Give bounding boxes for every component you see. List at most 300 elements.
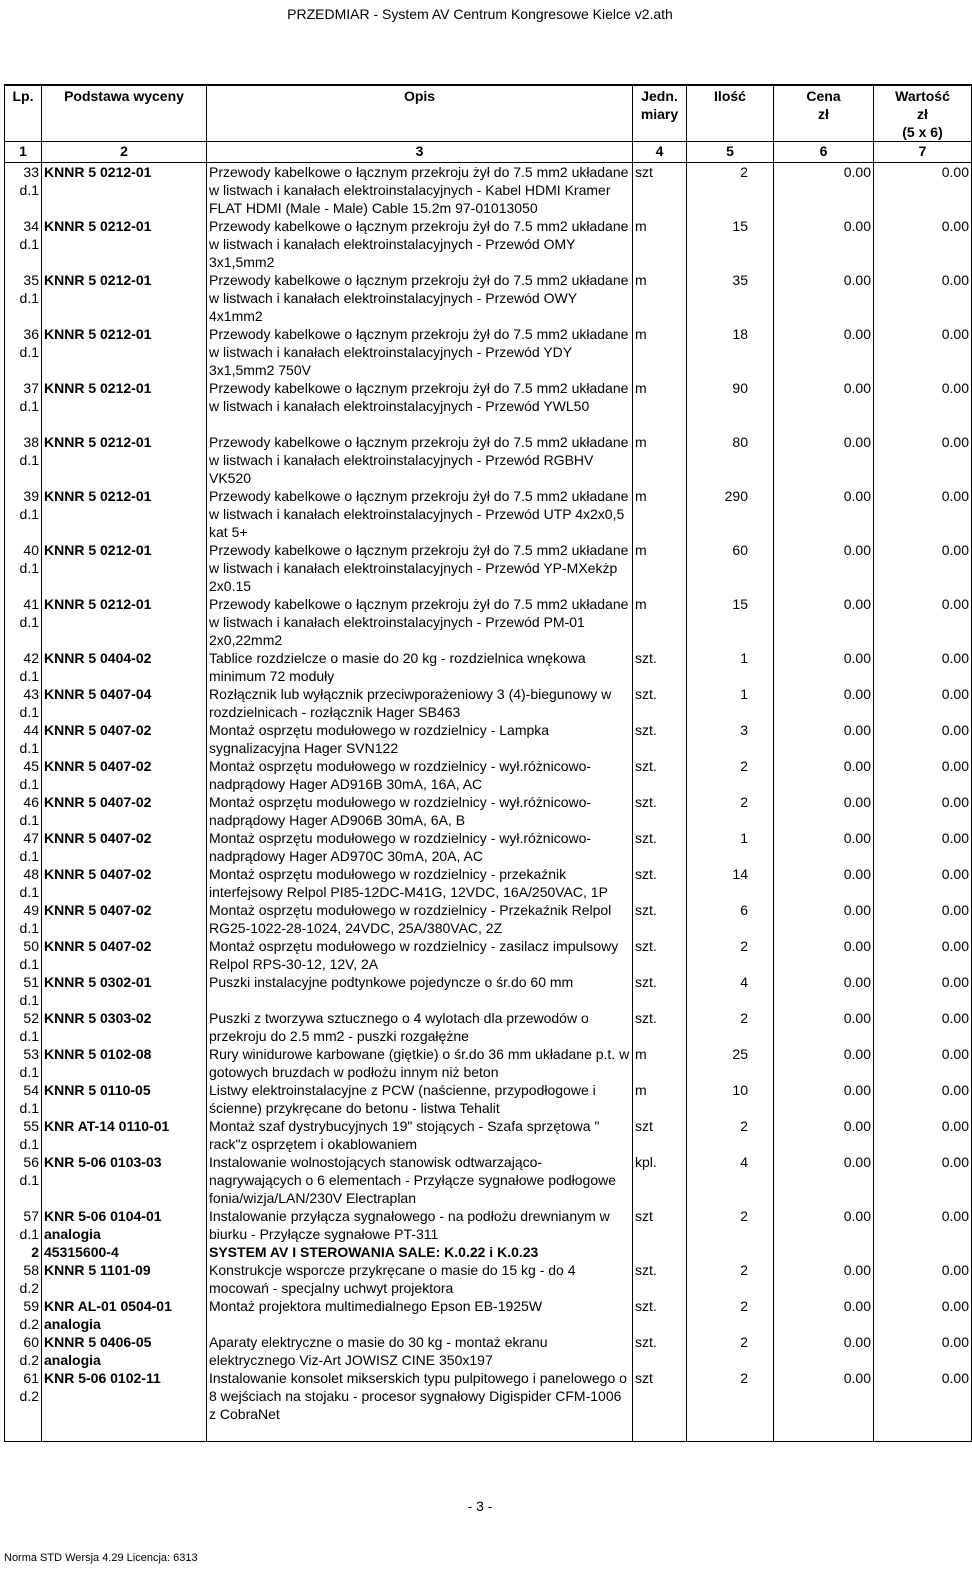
unit-cell [633, 217, 687, 271]
row-value: 0.00 [941, 1208, 969, 1224]
section-number: 2 [5, 1243, 42, 1261]
row-number: 44 [23, 722, 39, 738]
row-price: 0.00 [843, 1154, 871, 1170]
row-value: 0.00 [941, 1010, 969, 1026]
qty-cell [687, 541, 774, 595]
row-base: KNNR 5 0212-01 [44, 326, 152, 342]
unit-cell [633, 1045, 687, 1081]
row-sub: d.2 [19, 1352, 39, 1368]
table-row [5, 1261, 972, 1297]
column-number: 7 [874, 142, 972, 163]
qty-cell [687, 685, 774, 721]
row-value: 0.00 [941, 1334, 969, 1350]
lp-cell [5, 901, 42, 937]
desc-cell [207, 757, 633, 793]
base-cell [42, 1009, 207, 1045]
lp-cell [5, 1333, 42, 1369]
price-cell [774, 217, 874, 271]
table-row [5, 829, 972, 865]
row-quantity: 1 [740, 686, 748, 702]
price-cell [774, 865, 874, 901]
row-sub: d.1 [19, 290, 39, 306]
row-description: Przewody kabelkowe o łącznym przekroju żył do 7.5 mm2 układane w listwach i kanałach elektroinstalacyjnych - Przewód RGBHV VK520 [209, 434, 629, 486]
row-description: Puszki instalacyjne podtynkowe pojedyncze o śr.do 60 mm [209, 974, 574, 990]
row-sub: d.1 [19, 1064, 39, 1080]
lp-cell [5, 271, 42, 325]
unit-cell [633, 595, 687, 649]
row-number: 60 [23, 1334, 39, 1350]
row-description: Rozłącznik lub wyłącznik przeciwporażeniowy 3 (4)-biegunowy w rozdzielnicach - rozłącznik Hager SB463 [209, 686, 612, 720]
base-cell [42, 595, 207, 649]
value-cell [874, 541, 972, 595]
section-row [5, 1243, 972, 1261]
row-price: 0.00 [843, 380, 871, 396]
desc-cell [207, 937, 633, 973]
row-number: 33 [23, 164, 39, 180]
row-unit: szt. [635, 1334, 657, 1350]
header-price-line1: Cena [806, 88, 841, 104]
base-cell [42, 487, 207, 541]
row-quantity: 290 [724, 488, 748, 504]
row-quantity: 2 [740, 1262, 748, 1278]
row-value: 0.00 [941, 722, 969, 738]
row-price: 0.00 [843, 650, 871, 666]
row-quantity: 1 [740, 650, 748, 666]
row-unit: szt. [635, 902, 657, 918]
row-sub: d.2 [19, 1280, 39, 1296]
table-row [5, 271, 972, 325]
row-sub: d.1 [19, 740, 39, 756]
qty-cell [687, 829, 774, 865]
desc-cell [207, 1045, 633, 1081]
row-sub: d.1 [19, 812, 39, 828]
row-sub: d.1 [19, 884, 39, 900]
row-quantity: 2 [740, 758, 748, 774]
row-description: Przewody kabelkowe o łącznym przekroju żył do 7.5 mm2 układane w listwach i kanałach elektroinstalacyjnych - Przewód OWY 4x1mm2 [209, 272, 629, 324]
price-cell [774, 793, 874, 829]
row-sub: d.1 [19, 452, 39, 468]
row-base: KNNR 5 0212-01 [44, 272, 152, 288]
footer-license: Norma STD Wersja 4.29 Licencja: 6313 [4, 1552, 198, 1564]
table-row [5, 721, 972, 757]
qty-cell [687, 901, 774, 937]
value-cell [874, 1297, 972, 1333]
unit-cell [633, 901, 687, 937]
price-cell [774, 649, 874, 685]
row-base: KNNR 5 1101-09 [44, 1262, 151, 1278]
row-description: Instalowanie konsolet mikserskich typu pulpitowego i panelowego o 8 wejściach na stojaku - procesor sygnałowy Digispider CFM-1006 z CobraNet [209, 1370, 627, 1422]
qty-cell [687, 1153, 774, 1207]
row-sub: d.1 [19, 992, 39, 1008]
qty-cell [687, 1297, 774, 1333]
table-row [5, 973, 972, 1009]
unit-cell [633, 1297, 687, 1333]
qty-cell [687, 163, 774, 218]
base-cell [42, 1333, 207, 1369]
row-unit: szt. [635, 974, 657, 990]
row-base: KNNR 5 0303-02 [44, 1010, 152, 1026]
qty-cell [687, 325, 774, 379]
section-code: 45315600-4 [42, 1243, 207, 1261]
desc-cell [207, 433, 633, 487]
row-description: Montaż osprzętu modułowego w rozdzielnicy - Przekaźnik Relpol RG25-1022-28-1024, 24VDC, 25A/380VAC, 2Z [209, 902, 612, 936]
table-row [5, 901, 972, 937]
unit-cell [633, 1009, 687, 1045]
unit-cell [633, 829, 687, 865]
base-cell [42, 973, 207, 1009]
column-number: 1 [5, 142, 42, 163]
unit-cell [633, 685, 687, 721]
base-cell [42, 793, 207, 829]
row-sub: d.1 [19, 704, 39, 720]
row-base: KNNR 5 0212-01 [44, 488, 152, 504]
value-cell [874, 163, 972, 218]
row-number: 35 [23, 272, 39, 288]
base-cell [42, 721, 207, 757]
unit-cell [633, 379, 687, 433]
row-unit: szt. [635, 938, 657, 954]
value-cell [874, 865, 972, 901]
row-unit: szt. [635, 866, 657, 882]
row-quantity: 2 [740, 1208, 748, 1224]
table-row [5, 487, 972, 541]
row-quantity: 4 [740, 1154, 748, 1170]
base-cell [42, 433, 207, 487]
row-base: KNNR 5 0407-02 [44, 830, 152, 846]
row-unit: szt [635, 1370, 653, 1386]
row-sub: d.1 [19, 920, 39, 936]
row-base: KNNR 5 0404-02 [44, 650, 152, 666]
unit-cell [633, 793, 687, 829]
section-empty [687, 1243, 774, 1261]
row-unit: szt. [635, 1010, 657, 1026]
row-value: 0.00 [941, 1082, 969, 1098]
row-base: KNR AL-01 0504-01 [44, 1298, 172, 1314]
row-value: 0.00 [941, 542, 969, 558]
header-description: Opis [207, 85, 633, 142]
row-unit: m [635, 380, 647, 396]
lp-cell [5, 541, 42, 595]
header-value [874, 85, 972, 142]
row-base: KNNR 5 0212-01 [44, 434, 152, 450]
table-row [5, 937, 972, 973]
row-unit: m [635, 434, 647, 450]
row-description: Przewody kabelkowe o łącznym przekroju żył do 7.5 mm2 układane w listwach i kanałach elektroinstalacyjnych - Przewód PM-01 2x0,22mm2 [209, 596, 629, 648]
table-row [5, 595, 972, 649]
row-price: 0.00 [843, 272, 871, 288]
row-unit: m [635, 272, 647, 288]
lp-cell [5, 1117, 42, 1153]
qty-cell [687, 487, 774, 541]
table-row [5, 325, 972, 379]
row-price: 0.00 [843, 1298, 871, 1314]
row-value: 0.00 [941, 974, 969, 990]
value-cell [874, 1207, 972, 1243]
price-cell [774, 1153, 874, 1207]
price-cell [774, 829, 874, 865]
row-value: 0.00 [941, 488, 969, 504]
column-number: 3 [207, 142, 633, 163]
row-value: 0.00 [941, 1298, 969, 1314]
price-cell [774, 721, 874, 757]
column-number: 6 [774, 142, 874, 163]
price-cell [774, 487, 874, 541]
base-cell [42, 379, 207, 433]
qty-cell [687, 379, 774, 433]
desc-cell [207, 325, 633, 379]
table-body [5, 163, 972, 1442]
desc-cell [207, 1009, 633, 1045]
row-quantity: 2 [740, 1370, 748, 1386]
price-cell [774, 1081, 874, 1117]
price-cell [774, 1369, 874, 1442]
row-base: KNR 5-06 0104-01 [44, 1208, 162, 1224]
qty-cell [687, 1261, 774, 1297]
value-cell [874, 1009, 972, 1045]
unit-cell [633, 541, 687, 595]
row-sub: d.1 [19, 1100, 39, 1116]
lp-cell [5, 379, 42, 433]
row-quantity: 6 [740, 902, 748, 918]
cost-estimate-table [4, 84, 972, 1442]
base-cell [42, 649, 207, 685]
row-sub: d.1 [19, 236, 39, 252]
lp-cell [5, 829, 42, 865]
row-quantity: 80 [732, 434, 748, 450]
desc-cell [207, 487, 633, 541]
row-sub: d.1 [19, 1172, 39, 1188]
row-base: KNNR 5 0212-01 [44, 380, 152, 396]
value-cell [874, 901, 972, 937]
row-description: Tablice rozdzielcze o masie do 20 kg - rozdzielnica wnękowa minimum 72 moduły [209, 650, 586, 684]
row-description: Montaż osprzętu modułowego w rozdzielnicy - przekaźnik interfejsowy Relpol PI85-12DC-M41G, 12VDC, 16A/250VAC, 1P [209, 866, 608, 900]
row-base: KNNR 5 0407-02 [44, 722, 152, 738]
qty-cell [687, 1207, 774, 1243]
row-sub: d.1 [19, 614, 39, 630]
row-value: 0.00 [941, 218, 969, 234]
row-quantity: 14 [732, 866, 748, 882]
column-number: 4 [633, 142, 687, 163]
row-sub: d.1 [19, 344, 39, 360]
unit-cell [633, 271, 687, 325]
row-base: KNNR 5 0406-05 [44, 1334, 152, 1350]
table-row [5, 1045, 972, 1081]
price-cell [774, 937, 874, 973]
row-price: 0.00 [843, 830, 871, 846]
row-base: KNNR 5 0102-08 [44, 1046, 152, 1062]
row-quantity: 2 [740, 1334, 748, 1350]
table-row [5, 1009, 972, 1045]
lp-cell [5, 649, 42, 685]
value-cell [874, 1153, 972, 1207]
section-empty [774, 1243, 874, 1261]
row-base: KNNR 5 0407-02 [44, 866, 152, 882]
row-number: 34 [23, 218, 39, 234]
header-base: Podstawa wyceny [42, 85, 207, 142]
row-number: 50 [23, 938, 39, 954]
row-value: 0.00 [941, 830, 969, 846]
desc-cell [207, 217, 633, 271]
row-quantity: 25 [732, 1046, 748, 1062]
row-base-extra: analogia [44, 1226, 101, 1242]
row-value: 0.00 [941, 1118, 969, 1134]
row-number: 48 [23, 866, 39, 882]
row-value: 0.00 [941, 686, 969, 702]
value-cell [874, 649, 972, 685]
row-base: KNNR 5 0407-02 [44, 758, 152, 774]
base-cell [42, 757, 207, 793]
base-cell [42, 325, 207, 379]
value-cell [874, 1117, 972, 1153]
row-unit: m [635, 218, 647, 234]
desc-cell [207, 163, 633, 218]
unit-cell [633, 433, 687, 487]
header-value-line1: Wartość [895, 88, 950, 104]
row-unit: szt. [635, 758, 657, 774]
row-base: KNNR 5 0212-01 [44, 596, 152, 612]
desc-cell [207, 595, 633, 649]
row-number: 40 [23, 542, 39, 558]
unit-cell [633, 937, 687, 973]
base-cell [42, 685, 207, 721]
row-description: Przewody kabelkowe o łącznym przekroju żył do 7.5 mm2 układane w listwach i kanałach elektroinstalacyjnych - Przewód UTP 4x2x0,5 kat 5+ [209, 488, 629, 540]
table-row [5, 685, 972, 721]
qty-cell [687, 973, 774, 1009]
row-price: 0.00 [843, 722, 871, 738]
value-cell [874, 973, 972, 1009]
lp-cell [5, 1369, 42, 1442]
desc-cell [207, 793, 633, 829]
row-description: Montaż osprzętu modułowego w rozdzielnicy - wył.różnicowo-nadprądowy Hager AD916B 30mA, 16A, AC [209, 758, 592, 792]
lp-cell [5, 1207, 42, 1243]
price-cell [774, 1045, 874, 1081]
row-number: 56 [23, 1154, 39, 1170]
price-cell [774, 379, 874, 433]
lp-cell [5, 325, 42, 379]
row-price: 0.00 [843, 794, 871, 810]
row-sub: d.1 [19, 668, 39, 684]
row-quantity: 2 [740, 164, 748, 180]
qty-cell [687, 1117, 774, 1153]
desc-cell [207, 829, 633, 865]
table-row [5, 865, 972, 901]
lp-cell [5, 1261, 42, 1297]
desc-cell [207, 541, 633, 595]
row-quantity: 3 [740, 722, 748, 738]
value-cell [874, 1369, 972, 1442]
value-cell [874, 487, 972, 541]
row-description: Montaż osprzętu modułowego w rozdzielnicy - Lampka sygnalizacyjna Hager SVN122 [209, 722, 550, 756]
unit-cell [633, 865, 687, 901]
row-description: Instalowanie wolnostojących stanowisk odtwarzająco-nagrywających o 6 elementach - Przyłącze sygnałowe podłogowe fonia/wizja/LAN/230V Electraplan [209, 1154, 616, 1206]
table-row [5, 649, 972, 685]
table-row [5, 1081, 972, 1117]
row-number: 39 [23, 488, 39, 504]
lp-cell [5, 1297, 42, 1333]
row-description: Przewody kabelkowe o łącznym przekroju żył do 7.5 mm2 układane w listwach i kanałach elektroinstalacyjnych - Kabel HDMI Kramer FLAT HDMI (Male - Male) Cable 15.2m 97-01013050 [209, 164, 629, 216]
qty-cell [687, 1369, 774, 1442]
unit-cell [633, 721, 687, 757]
price-cell [774, 1261, 874, 1297]
row-quantity: 4 [740, 974, 748, 990]
row-price: 0.00 [843, 1118, 871, 1134]
table-row [5, 1117, 972, 1153]
table-row [5, 793, 972, 829]
row-number: 36 [23, 326, 39, 342]
desc-cell [207, 685, 633, 721]
section-title: SYSTEM AV I STEROWANIA SALE: K.0.22 i K.0.23 [207, 1243, 633, 1261]
row-number: 47 [23, 830, 39, 846]
value-cell [874, 829, 972, 865]
row-price: 0.00 [843, 902, 871, 918]
row-description: Przewody kabelkowe o łącznym przekroju żył do 7.5 mm2 układane w listwach i kanałach elektroinstalacyjnych - Przewód YWL50 [209, 380, 629, 414]
desc-cell [207, 901, 633, 937]
row-unit: szt. [635, 686, 657, 702]
row-base: KNNR 5 0212-01 [44, 218, 152, 234]
row-description: Rury winidurowe karbowane (giętkie) o śr.do 36 mm układane p.t. w gotowych bruzdach w podłożu innym niż beton [209, 1046, 630, 1080]
qty-cell [687, 271, 774, 325]
row-price: 0.00 [843, 488, 871, 504]
unit-cell [633, 1081, 687, 1117]
row-base: KNNR 5 0407-02 [44, 938, 152, 954]
row-base: KNNR 5 0407-04 [44, 686, 152, 702]
row-price: 0.00 [843, 686, 871, 702]
lp-cell [5, 973, 42, 1009]
table-row [5, 1207, 972, 1243]
lp-cell [5, 1081, 42, 1117]
price-cell [774, 1297, 874, 1333]
lp-cell [5, 937, 42, 973]
base-cell [42, 1117, 207, 1153]
unit-cell [633, 1207, 687, 1243]
row-value: 0.00 [941, 164, 969, 180]
row-sub: d.1 [19, 776, 39, 792]
row-unit: szt. [635, 722, 657, 738]
base-cell [42, 937, 207, 973]
unit-cell [633, 1333, 687, 1369]
row-number: 37 [23, 380, 39, 396]
header-unit [633, 85, 687, 142]
row-unit: szt [635, 1118, 653, 1134]
price-cell [774, 757, 874, 793]
row-price: 0.00 [843, 1262, 871, 1278]
desc-cell [207, 379, 633, 433]
base-cell [42, 1297, 207, 1333]
row-sub: d.1 [19, 1136, 39, 1152]
row-unit: szt. [635, 1298, 657, 1314]
row-unit: szt. [635, 1262, 657, 1278]
qty-cell [687, 1333, 774, 1369]
row-base: KNR AT-14 0110-01 [44, 1118, 170, 1134]
row-number: 49 [23, 902, 39, 918]
unit-cell [633, 163, 687, 218]
value-cell [874, 721, 972, 757]
row-price: 0.00 [843, 218, 871, 234]
desc-cell [207, 721, 633, 757]
desc-cell [207, 1207, 633, 1243]
row-number: 55 [23, 1118, 39, 1134]
unit-cell [633, 1369, 687, 1442]
value-cell [874, 379, 972, 433]
page-number: - 3 - [467, 1498, 493, 1514]
desc-cell [207, 1117, 633, 1153]
row-price: 0.00 [843, 866, 871, 882]
row-quantity: 90 [732, 380, 748, 396]
lp-cell [5, 1009, 42, 1045]
row-description: Puszki z tworzywa sztucznego o 4 wylotach dla przewodów o przekroju do 2.5 mm2 - puszki rozgałężne [209, 1010, 589, 1044]
row-number: 53 [23, 1046, 39, 1062]
base-cell [42, 271, 207, 325]
